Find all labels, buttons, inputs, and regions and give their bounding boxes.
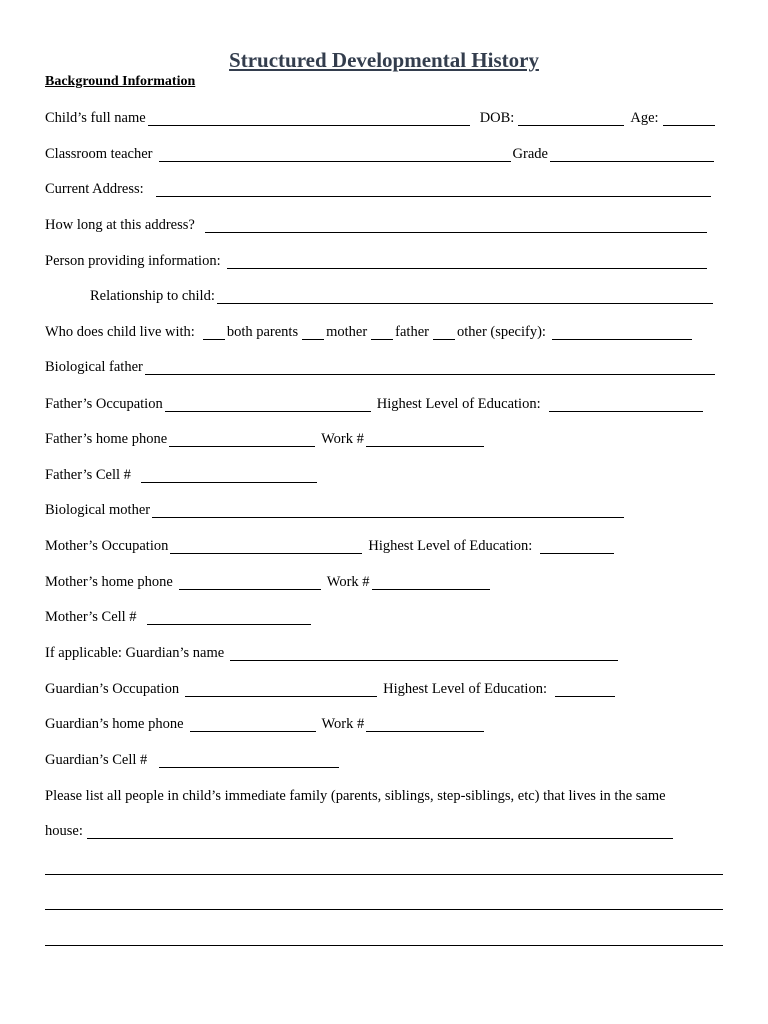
house-label: house: <box>45 823 83 839</box>
mother-education-label: Highest Level of Education: <box>368 538 533 554</box>
dob-label: DOB: <box>479 110 515 126</box>
relationship-field[interactable] <box>217 289 713 304</box>
father-occupation-field[interactable] <box>165 397 371 412</box>
mother-occupation-field[interactable] <box>170 539 362 554</box>
address-label: Current Address: <box>45 181 144 197</box>
mother-cell-row <box>45 605 313 625</box>
guardian-cell-row <box>45 748 341 768</box>
lives-with-label: Who does child live with: <box>45 324 195 340</box>
guardian-education-field[interactable] <box>555 682 615 697</box>
bio-father-field[interactable] <box>145 360 715 375</box>
guardian-occupation-label: Guardian’s Occupation <box>45 681 180 697</box>
mother-work-label: Work # <box>326 574 370 590</box>
lives-with-row <box>45 320 694 340</box>
guardian-occupation-field[interactable] <box>185 682 377 697</box>
relationship-label: Relationship to child: <box>90 288 215 304</box>
mother-work-field[interactable] <box>372 575 490 590</box>
mother-occupation-row <box>45 534 616 554</box>
house-field[interactable] <box>87 824 673 839</box>
guardian-home-phone-field[interactable] <box>190 717 316 732</box>
grade-label: Grade <box>512 146 548 162</box>
mother-home-phone-field[interactable] <box>179 575 321 590</box>
both-parents-checkbox[interactable] <box>203 325 225 340</box>
mother-education-field[interactable] <box>540 539 614 554</box>
guardian-name-row <box>45 641 620 661</box>
father-phone-row <box>45 427 486 447</box>
father-home-phone-label: Father’s home phone <box>45 431 168 447</box>
father-work-label: Work # <box>321 431 364 447</box>
bio-mother-label: Biological mother <box>45 502 151 518</box>
other-label: other (specify): <box>456 324 546 340</box>
other-checkbox[interactable] <box>433 325 455 340</box>
dob-field[interactable] <box>518 111 624 126</box>
child-name-row <box>45 106 717 126</box>
family-prompt: Please list all people in child’s immediate family (parents, siblings, step-siblings, etc) that lives in the same <box>45 788 666 804</box>
guardian-education-label: Highest Level of Education: <box>383 681 547 697</box>
child-name-label: Child’s full name <box>45 110 146 126</box>
father-occupation-label: Father’s Occupation <box>45 396 163 412</box>
mother-label: mother <box>326 324 368 340</box>
mother-occupation-label: Mother’s Occupation <box>45 538 169 554</box>
father-cell-row <box>45 463 319 483</box>
address-row <box>45 177 713 197</box>
mother-home-phone-label: Mother’s home phone <box>45 574 173 590</box>
father-education-field[interactable] <box>549 397 703 412</box>
mother-cell-label: Mother’s Cell # <box>45 609 137 625</box>
address-field[interactable] <box>156 182 711 197</box>
how-long-label: How long at this address? <box>45 217 195 233</box>
guardian-cell-label: Guardian’s Cell # <box>45 752 148 768</box>
bio-mother-field[interactable] <box>152 503 624 518</box>
family-line-1[interactable] <box>45 874 723 875</box>
father-home-phone-field[interactable] <box>169 432 315 447</box>
father-cell-field[interactable] <box>141 468 317 483</box>
teacher-row <box>45 142 716 162</box>
how-long-field[interactable] <box>205 218 707 233</box>
house-row <box>45 819 675 839</box>
section-heading: Background Information <box>45 74 196 89</box>
other-specify-field[interactable] <box>552 325 692 340</box>
grade-field[interactable] <box>550 147 714 162</box>
father-work-field[interactable] <box>366 432 484 447</box>
person-field[interactable] <box>227 254 707 269</box>
father-label: father <box>395 324 429 340</box>
father-education-label: Highest Level of Education: <box>376 396 541 412</box>
age-label: Age: <box>630 110 659 126</box>
father-checkbox[interactable] <box>371 325 393 340</box>
guardian-home-phone-label: Guardian’s home phone <box>45 716 184 732</box>
guardian-cell-field[interactable] <box>159 753 339 768</box>
guardian-name-field[interactable] <box>230 646 618 661</box>
family-prompt-row <box>45 784 666 804</box>
guardian-occupation-row <box>45 677 617 697</box>
both-parents-label: both parents <box>226 324 299 340</box>
guardian-work-field[interactable] <box>366 717 484 732</box>
mother-phone-row <box>45 570 492 590</box>
bio-mother-row <box>45 498 626 518</box>
guardian-phone-row <box>45 712 486 732</box>
age-field[interactable] <box>663 111 715 126</box>
father-cell-label: Father’s Cell # <box>45 467 131 483</box>
guardian-name-label: If applicable: Guardian’s name <box>45 645 225 661</box>
person-label: Person providing information: <box>45 253 221 269</box>
mother-checkbox[interactable] <box>302 325 324 340</box>
person-row <box>45 249 709 269</box>
family-line-3[interactable] <box>45 945 723 946</box>
teacher-field[interactable] <box>159 147 511 162</box>
guardian-work-label: Work # <box>321 716 365 732</box>
bio-father-row <box>45 355 717 375</box>
relationship-row <box>90 284 715 304</box>
teacher-label: Classroom teacher <box>45 146 153 162</box>
bio-father-label: Biological father <box>45 359 143 375</box>
page-title: Structured Developmental History <box>229 48 539 72</box>
how-long-row <box>45 213 709 233</box>
father-occupation-row <box>45 392 705 412</box>
child-name-field[interactable] <box>148 111 470 126</box>
family-line-2[interactable] <box>45 909 723 910</box>
mother-cell-field[interactable] <box>147 610 311 625</box>
